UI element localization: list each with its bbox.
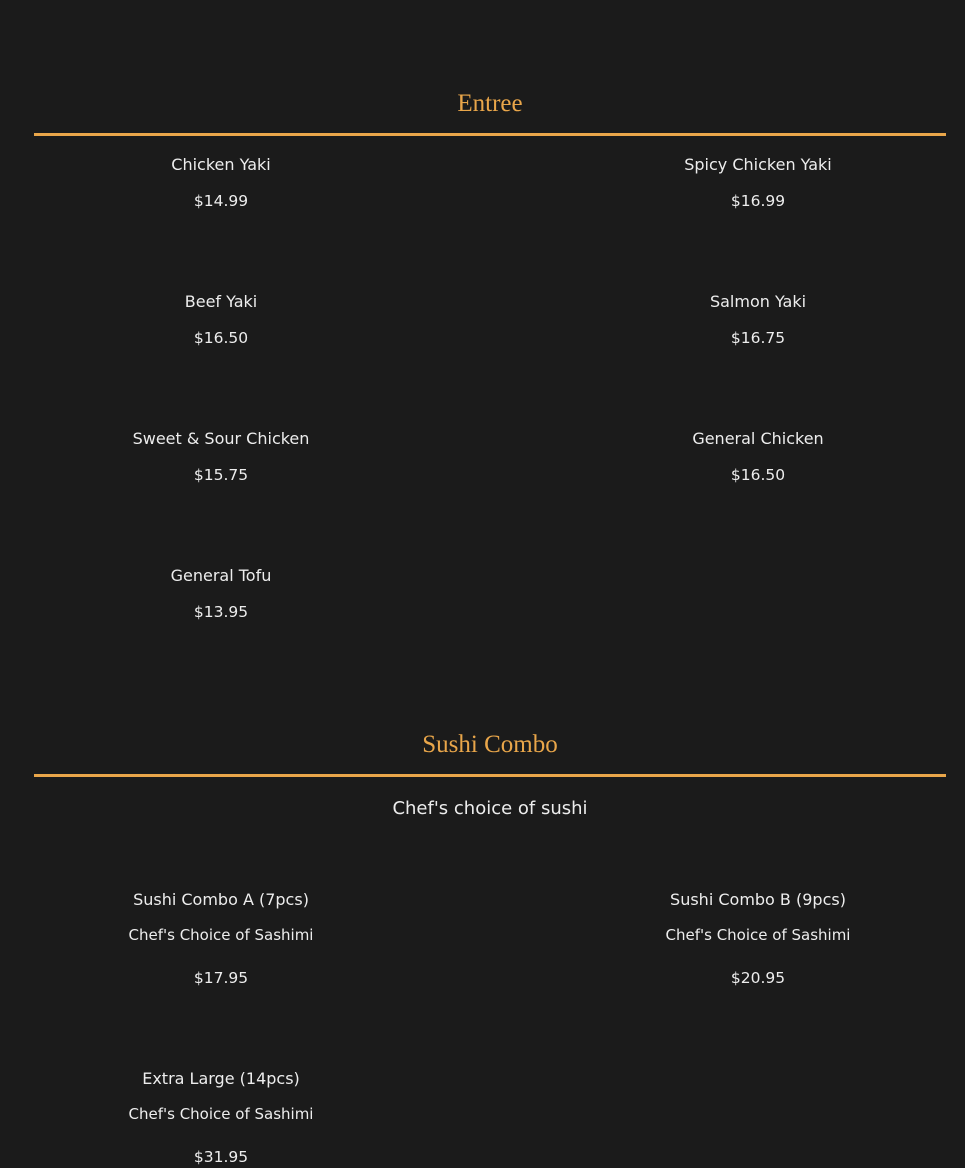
entree-divider [34, 133, 946, 136]
menu-item-price: $16.50 [730, 466, 786, 484]
menu-item-price: $20.95 [730, 969, 786, 987]
menu-item-price: $16.50 [193, 329, 249, 347]
menu-item [578, 429, 938, 485]
menu-item-name: General Chicken [692, 429, 824, 448]
menu-item [41, 1069, 401, 1167]
menu-item-name: Sushi Combo A (7pcs) [133, 890, 309, 909]
menu-item [41, 566, 401, 622]
entree-section-title: Entree [457, 90, 523, 117]
menu-item [578, 155, 938, 211]
menu-item [578, 292, 938, 348]
menu-item-name: Sweet & Sour Chicken [132, 429, 310, 448]
menu-item-price: $17.95 [193, 969, 249, 987]
sushi-combo-divider [34, 774, 946, 777]
menu-item-price: $15.75 [193, 466, 249, 484]
menu-item-price: $13.95 [193, 603, 249, 621]
menu-item-description: Chef's Choice of Sashimi [665, 926, 851, 944]
menu-item-description: Chef's Choice of Sashimi [128, 926, 314, 944]
menu-item-price: $14.99 [193, 192, 249, 210]
menu-item [41, 890, 401, 988]
menu-item-price: $16.99 [730, 192, 786, 210]
menu-item-name: Salmon Yaki [709, 292, 807, 311]
menu-item [578, 890, 938, 988]
menu-item-name: Chicken Yaki [171, 155, 271, 174]
menu-item [41, 292, 401, 348]
menu-item-name: General Tofu [170, 566, 272, 585]
menu-item-price: $31.95 [193, 1148, 249, 1166]
sushi-combo-section-title: Sushi Combo [422, 731, 558, 758]
menu-item-price: $16.75 [730, 329, 786, 347]
menu-item-description: Chef's Choice of Sashimi [128, 1105, 314, 1123]
menu-item-name: Beef Yaki [184, 292, 258, 311]
menu-item-name: Spicy Chicken Yaki [684, 155, 832, 174]
menu-item [41, 429, 401, 485]
menu-item-name: Extra Large (14pcs) [142, 1069, 300, 1088]
sushi-combo-subtitle: Chef's choice of sushi [392, 798, 588, 819]
menu-item [41, 155, 401, 211]
menu-item-name: Sushi Combo B (9pcs) [670, 890, 846, 909]
